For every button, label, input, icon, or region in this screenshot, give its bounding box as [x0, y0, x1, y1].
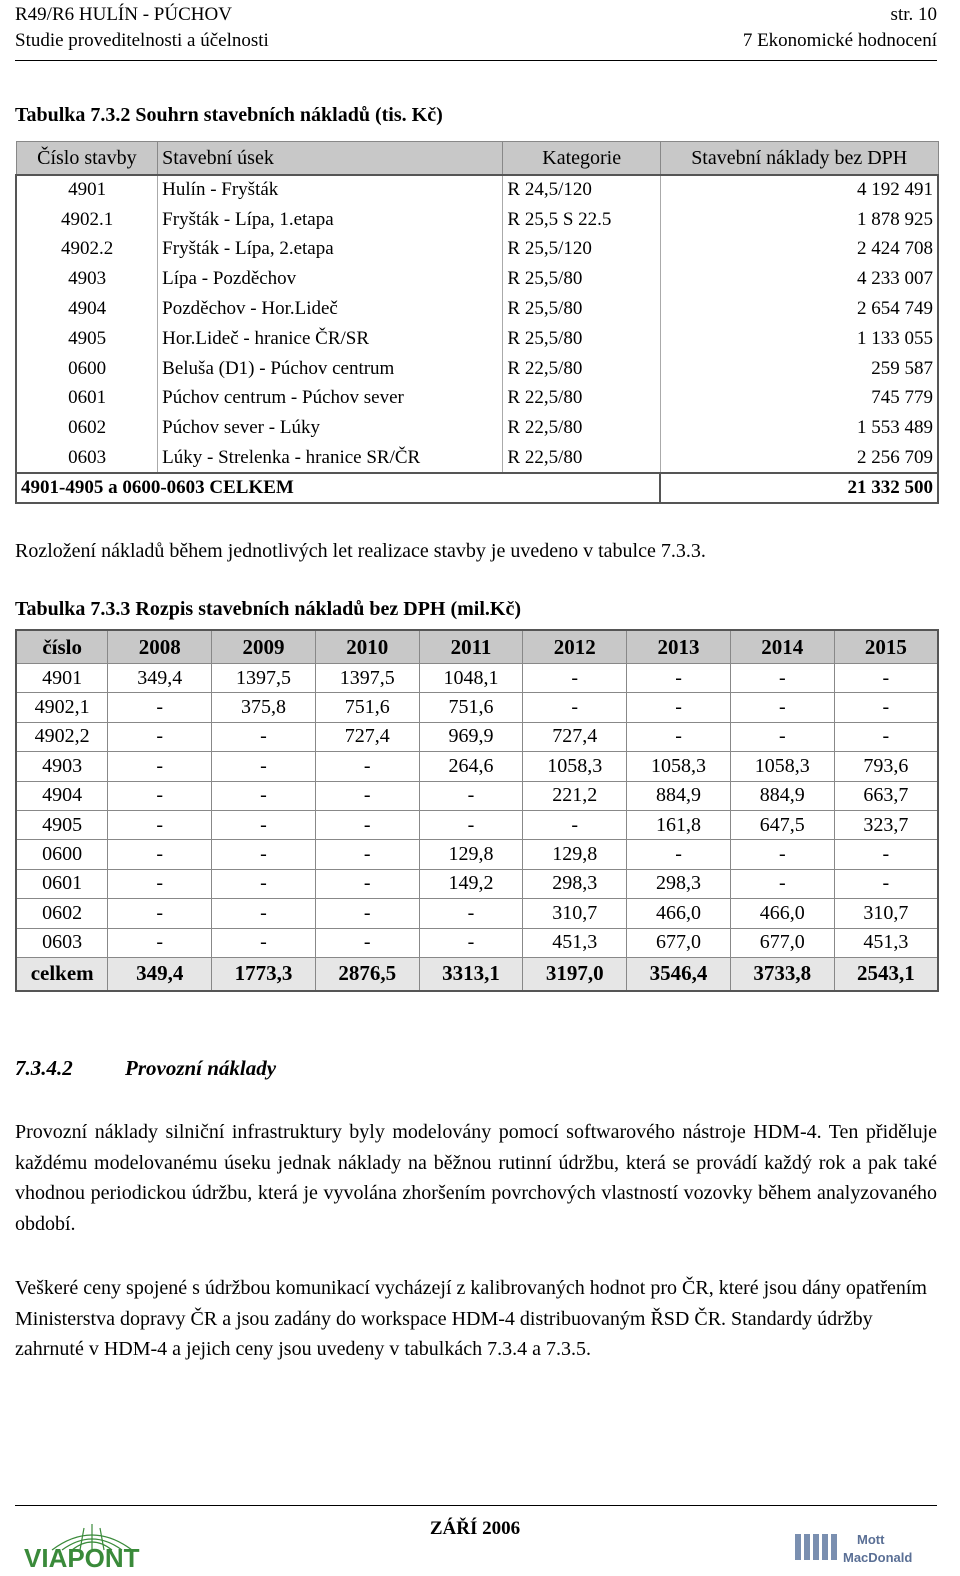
table2-total-cell: 3197,0	[523, 957, 627, 991]
table2-cell: -	[108, 928, 212, 957]
table2-cell: 451,3	[523, 928, 627, 957]
table1-cell-number: 4902.2	[16, 235, 158, 265]
table2-cell: -	[730, 869, 834, 898]
table1-cell-category: R 25,5 S 22.5	[503, 205, 661, 235]
section-title: Provozní náklady	[125, 1056, 277, 1080]
table2-caption: Tabulka 7.3.3 Rozpis stavebních nákladů bez DPH (mil.Kč)	[15, 598, 522, 620]
viapont-logo-text: VIAPONT	[24, 1543, 140, 1570]
table2-cell: 4901	[16, 664, 108, 693]
table2-cell: -	[834, 664, 938, 693]
table2-cell: 451,3	[834, 928, 938, 957]
table2-cell: 1058,3	[627, 752, 731, 781]
table2-cell: 663,7	[834, 781, 938, 810]
table2-cell: 0602	[16, 899, 108, 928]
table1-cell-section: Lúky - Strelenka - hranice SR/ČR	[158, 443, 503, 473]
table2-cell: 0601	[16, 869, 108, 898]
table2-cell: 1048,1	[419, 664, 523, 693]
table1-cell-cost: 2 654 749	[660, 294, 938, 324]
table1-row	[16, 294, 938, 324]
table2-row	[16, 693, 938, 722]
table1-header: Stavební úsek	[158, 142, 503, 176]
table2-cell: -	[627, 722, 731, 751]
table1-cell-number: 0600	[16, 354, 158, 384]
table2-cell: 221,2	[523, 781, 627, 810]
table2-header: číslo	[16, 630, 108, 664]
table2-row	[16, 869, 938, 898]
table1-cell-number: 4902.1	[16, 205, 158, 235]
table2-cell: -	[108, 693, 212, 722]
table2-cell: -	[212, 899, 316, 928]
mott-macdonald-logo	[795, 1526, 940, 1566]
table2-total-cell: celkem	[16, 957, 108, 991]
table2-cell: 298,3	[523, 869, 627, 898]
footer-divider	[15, 1505, 937, 1506]
table2-cell: 298,3	[627, 869, 731, 898]
table2-cell: 310,7	[834, 899, 938, 928]
table2-cell: 4904	[16, 781, 108, 810]
table2-header: 2010	[315, 630, 419, 664]
table2-cell: -	[212, 840, 316, 869]
construction-costs-table	[15, 141, 939, 504]
table2-total-row	[16, 957, 938, 991]
table1-total-label: 4901-4905 a 0600-0603 CELKEM	[16, 473, 660, 503]
table1-cell-section: Fryšták - Lípa, 2.etapa	[158, 235, 503, 265]
table2-header: 2011	[419, 630, 523, 664]
table1-cell-category: R 25,5/80	[503, 324, 661, 354]
table1-cell-section: Fryšták - Lípa, 1.etapa	[158, 205, 503, 235]
table2-cell: 1397,5	[212, 664, 316, 693]
table2-header: 2012	[523, 630, 627, 664]
table1-total-row	[16, 473, 938, 503]
table2-cell: 129,8	[523, 840, 627, 869]
table2-cell: -	[419, 899, 523, 928]
header-divider	[15, 60, 937, 61]
table2-cell: -	[730, 693, 834, 722]
table2-row	[16, 899, 938, 928]
table1-row	[16, 354, 938, 384]
table2-cell: -	[627, 664, 731, 693]
table2-cell: -	[730, 664, 834, 693]
table2-cell: -	[834, 722, 938, 751]
table1-cell-category: R 22,5/80	[503, 354, 661, 384]
table2-cell: -	[315, 928, 419, 957]
table2-cell: -	[730, 722, 834, 751]
table2-cell: -	[315, 810, 419, 839]
paragraph-cost-distribution: Rozložení nákladů během jednotlivých let realizace stavby je uvedeno v tabulce 7.3.3.	[15, 540, 706, 562]
table1-cell-section: Púchov sever - Lúky	[158, 413, 503, 443]
table2-cell: 4902,2	[16, 722, 108, 751]
table2-cell: -	[315, 781, 419, 810]
table1-header: Číslo stavby	[16, 142, 158, 176]
table2-cell: 4903	[16, 752, 108, 781]
table2-total-cell: 3733,8	[730, 957, 834, 991]
table2-cell: -	[834, 840, 938, 869]
table2-row	[16, 664, 938, 693]
paragraph-maintenance-prices: Veškeré ceny spojené s údržbou komunikací vycházejí z kalibrovaných hodnot pro ČR, které jsou dány opatřením Ministerstva dopravy ČR a jsou zadány do workspace HDM-4 distribuovaným ŘSD ČR. Standardy údržby zahrnuté v HDM-4 a jejich ceny jsou uvedeny v tabulkách 7.3.4 a 7.3.5.	[15, 1277, 927, 1360]
header-page-number: str. 10	[890, 4, 937, 25]
table1-cell-category: R 22,5/80	[503, 443, 661, 473]
table2-header: 2013	[627, 630, 731, 664]
table2-cell: -	[315, 869, 419, 898]
table2-cell: 310,7	[523, 899, 627, 928]
footer-date: ZÁŘÍ 2006	[429, 1518, 521, 1539]
table1-cell-category: R 24,5/120	[503, 175, 661, 205]
table2-cell: 969,9	[419, 722, 523, 751]
header-document-title: Studie proveditelnosti a účelnosti	[15, 30, 269, 51]
table1-cell-number: 0603	[16, 443, 158, 473]
table2-cell: 4905	[16, 810, 108, 839]
table2-cell: 323,7	[834, 810, 938, 839]
table2-cell: -	[730, 840, 834, 869]
table2-cell: 466,0	[627, 899, 731, 928]
table2-cell: -	[315, 899, 419, 928]
table2-row	[16, 722, 938, 751]
table2-cell: -	[212, 810, 316, 839]
table2-cell: 727,4	[523, 722, 627, 751]
table1-cell-cost: 745 779	[660, 384, 938, 414]
table2-row	[16, 928, 938, 957]
table2-cell: -	[108, 722, 212, 751]
table1-cell-cost: 4 192 491	[660, 175, 938, 205]
table1-total-value: 21 332 500	[660, 473, 938, 503]
mott-logo-line2: MacDonald	[843, 1550, 913, 1565]
table1-row	[16, 384, 938, 414]
table1-row	[16, 175, 938, 205]
table2-cell: -	[212, 869, 316, 898]
table2-total-cell: 2876,5	[315, 957, 419, 991]
table2-header: 2015	[834, 630, 938, 664]
table2-cell: 466,0	[730, 899, 834, 928]
table1-cell-cost: 2 256 709	[660, 443, 938, 473]
table2-cell: -	[834, 693, 938, 722]
table2-cell: -	[108, 781, 212, 810]
table2-cell: 1058,3	[523, 752, 627, 781]
table2-cell: -	[212, 722, 316, 751]
table2-cell: 4902,1	[16, 693, 108, 722]
table1-cell-section: Beluša (D1) - Púchov centrum	[158, 354, 503, 384]
table1-header: Kategorie	[503, 142, 661, 176]
table2-header: 2014	[730, 630, 834, 664]
table2-cell: 677,0	[627, 928, 731, 957]
table2-row	[16, 840, 938, 869]
table2-cell: -	[627, 693, 731, 722]
table2-cell: 1397,5	[315, 664, 419, 693]
table2-cell: 264,6	[419, 752, 523, 781]
table1-cell-category: R 25,5/120	[503, 235, 661, 265]
header-project-title: R49/R6 HULÍN - PÚCHOV	[15, 4, 232, 25]
table2-cell: 375,8	[212, 693, 316, 722]
table1-cell-cost: 4 233 007	[660, 264, 938, 294]
table2-cell: 161,8	[627, 810, 731, 839]
table2-cell: -	[523, 693, 627, 722]
table2-header: 2008	[108, 630, 212, 664]
table2-cell: -	[315, 840, 419, 869]
mott-logo-line1: Mott	[857, 1532, 885, 1547]
table2-cell: -	[108, 899, 212, 928]
table2-cell: -	[108, 840, 212, 869]
table1-row	[16, 413, 938, 443]
table2-cell: 727,4	[315, 722, 419, 751]
table1-cell-cost: 1 553 489	[660, 413, 938, 443]
table1-cell-category: R 22,5/80	[503, 413, 661, 443]
table2-cell: 677,0	[730, 928, 834, 957]
table2-cell: 884,9	[730, 781, 834, 810]
table2-row	[16, 781, 938, 810]
table1-row	[16, 235, 938, 265]
table1-cell-cost: 259 587	[660, 354, 938, 384]
table1-row	[16, 443, 938, 473]
section-heading	[15, 1056, 276, 1081]
table2-total-cell: 3313,1	[419, 957, 523, 991]
table2-cell: -	[419, 781, 523, 810]
page-header	[15, 2, 937, 54]
table2-row	[16, 752, 938, 781]
table2-cell: -	[108, 752, 212, 781]
paragraph-operating-costs: Provozní náklady silniční infrastruktury byly modelovány pomocí softwarového nástroje HDM-4. Ten přiděluje každému modelovanému úseku jednak náklady na běžnou rutinní údržbu, která se provádí každý rok a pak také vhodnou periodickou údržbu, která je vyvolána zhoršením povrchových vlastností vozovky během analyzovaného období.	[15, 1121, 937, 1235]
table1-row	[16, 205, 938, 235]
table1-cell-cost: 2 424 708	[660, 235, 938, 265]
table1-row	[16, 324, 938, 354]
table1-cell-category: R 25,5/80	[503, 264, 661, 294]
table1-cell-number: 0602	[16, 413, 158, 443]
table1-cell-number: 4901	[16, 175, 158, 205]
table1-cell-number: 4905	[16, 324, 158, 354]
table2-cell: 647,5	[730, 810, 834, 839]
table1-cell-section: Hor.Lideč - hranice ČR/SR	[158, 324, 503, 354]
yearly-costs-table	[15, 629, 939, 992]
table1-cell-number: 0601	[16, 384, 158, 414]
table2-total-cell: 3546,4	[627, 957, 731, 991]
table2-cell: 1058,3	[730, 752, 834, 781]
header-chapter-title: 7 Ekonomické hodnocení	[742, 30, 937, 51]
table1-cell-number: 4903	[16, 264, 158, 294]
table1-cell-section: Lípa - Pozděchov	[158, 264, 503, 294]
table2-cell: 751,6	[419, 693, 523, 722]
section-number: 7.3.4.2	[15, 1056, 73, 1080]
table2-cell: -	[108, 869, 212, 898]
table2-cell: 884,9	[627, 781, 731, 810]
table1-caption: Tabulka 7.3.2 Souhrn stavebních nákladů (tis. Kč)	[15, 104, 443, 126]
table2-cell: 149,2	[419, 869, 523, 898]
table2-total-cell: 2543,1	[834, 957, 938, 991]
table1-cell-section: Pozděchov - Hor.Lideč	[158, 294, 503, 324]
table2-cell: -	[315, 752, 419, 781]
table2-total-cell: 1773,3	[212, 957, 316, 991]
table2-cell: 751,6	[315, 693, 419, 722]
table2-cell: -	[419, 928, 523, 957]
table2-cell: 0600	[16, 840, 108, 869]
table1-cell-cost: 1 878 925	[660, 205, 938, 235]
table2-cell: -	[419, 810, 523, 839]
table1-header: Stavební náklady bez DPH	[660, 142, 938, 176]
table1-cell-section: Púchov centrum - Púchov sever	[158, 384, 503, 414]
table1-cell-number: 4904	[16, 294, 158, 324]
table2-cell: 0603	[16, 928, 108, 957]
table2-cell: -	[212, 928, 316, 957]
table1-row	[16, 264, 938, 294]
table1-cell-category: R 25,5/80	[503, 294, 661, 324]
table2-header: 2009	[212, 630, 316, 664]
table2-cell: 349,4	[108, 664, 212, 693]
table1-cell-section: Hulín - Fryšták	[158, 175, 503, 205]
table2-cell: -	[523, 810, 627, 839]
table2-cell: 793,6	[834, 752, 938, 781]
table2-cell: -	[523, 664, 627, 693]
table2-row	[16, 810, 938, 839]
table1-cell-cost: 1 133 055	[660, 324, 938, 354]
table2-cell: -	[108, 810, 212, 839]
table2-cell: 129,8	[419, 840, 523, 869]
table2-cell: -	[627, 840, 731, 869]
table2-cell: -	[834, 869, 938, 898]
table2-cell: -	[212, 752, 316, 781]
table1-cell-category: R 22,5/80	[503, 384, 661, 414]
table2-total-cell: 349,4	[108, 957, 212, 991]
table2-cell: -	[212, 781, 316, 810]
